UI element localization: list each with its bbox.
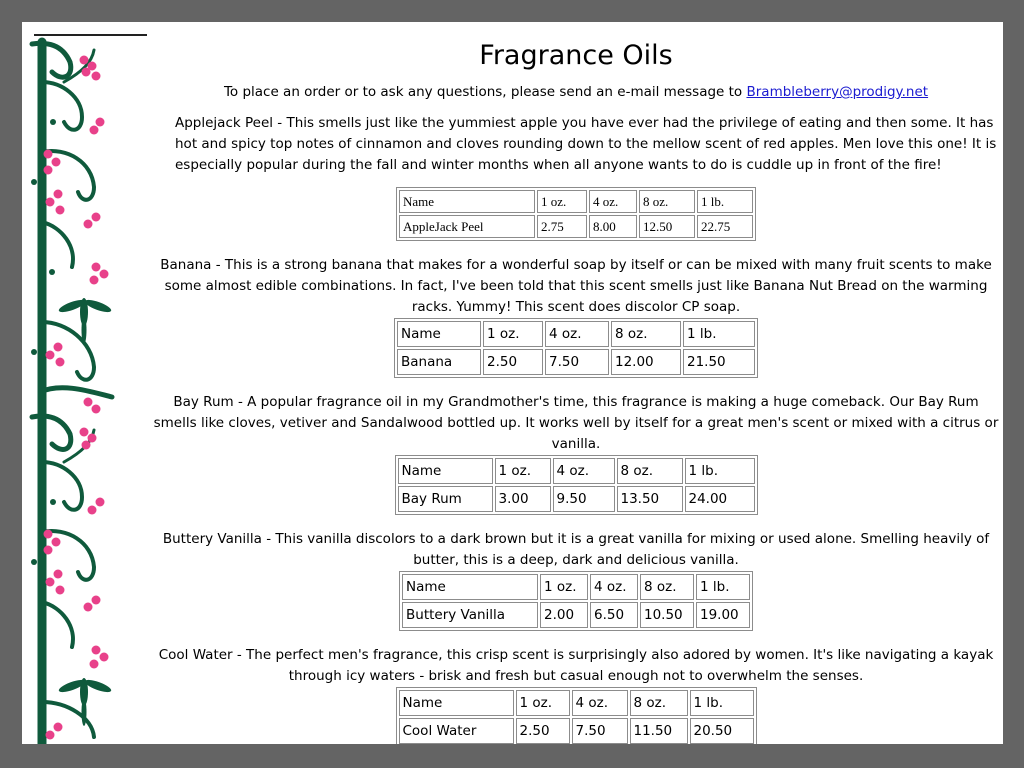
- page-title: Fragrance Oils: [479, 40, 673, 71]
- table-cell: 2.50: [483, 349, 543, 375]
- table-header: 1 oz.: [483, 321, 543, 347]
- table-header: 1 lb.: [685, 458, 755, 484]
- product-description: Buttery Vanilla - This vanilla discolors to a dark brown but it is a great vanilla for mixing or used alone. Smelling heavily of butter, this is a deep, dark and delicious vanilla.: [162, 531, 990, 568]
- price-table: [394, 318, 758, 378]
- table-cell: 12.50: [639, 215, 695, 238]
- table-header: 1 lb.: [697, 190, 753, 213]
- table-cell: 2.00: [540, 602, 588, 628]
- table-header: Name: [399, 190, 535, 213]
- table-cell: 20.50: [690, 718, 754, 744]
- product-bay-rum: [152, 392, 1000, 515]
- table-header-row: [399, 190, 753, 213]
- table-cell: Bay Rum: [398, 486, 493, 512]
- table-header: Name: [402, 574, 538, 600]
- table-row: [397, 349, 755, 375]
- table-header: 4 oz.: [590, 574, 638, 600]
- table-header: 1 oz.: [495, 458, 551, 484]
- price-table: [396, 187, 756, 241]
- table-cell: 19.00: [696, 602, 750, 628]
- table-header-row: [397, 321, 755, 347]
- web-page: [22, 22, 1003, 744]
- table-row: [399, 718, 754, 744]
- table-header: 8 oz.: [617, 458, 683, 484]
- table-cell: 7.50: [572, 718, 628, 744]
- product-description: Banana - This is a strong banana that makes for a wonderful soap by itself or can be mixed with many fruit scents to make some almost edible combinations. In fact, I've been told that this scent smells just like Banana Nut Bread on the warming racks. Yummy! This scent does discolor CP soap.: [160, 257, 992, 315]
- table-header: 1 oz.: [540, 574, 588, 600]
- table-header: 8 oz.: [639, 190, 695, 213]
- table-row: [402, 602, 750, 628]
- product-cool-water: [152, 645, 1000, 744]
- table-cell: Buttery Vanilla: [402, 602, 538, 628]
- table-cell: 9.50: [553, 486, 615, 512]
- table-cell: 7.50: [545, 349, 609, 375]
- table-header: 4 oz.: [589, 190, 637, 213]
- contact-text: To place an order or to ask any questions, please send an e-mail message to: [223, 84, 743, 100]
- table-header: 8 oz.: [630, 690, 688, 716]
- table-header: 8 oz.: [640, 574, 694, 600]
- price-table: [399, 571, 753, 631]
- contact-line: [152, 83, 1000, 101]
- table-cell: Banana: [397, 349, 481, 375]
- table-cell: 13.50: [617, 486, 683, 512]
- table-cell: 2.50: [516, 718, 570, 744]
- table-header: Name: [397, 321, 481, 347]
- table-row: [398, 486, 755, 512]
- product-description: Bay Rum - A popular fragrance oil in my Grandmother's time, this fragrance is making a huge comeback. Our Bay Rum smells like cloves, vetiver and Sandalwood bottled up. It works well by itself for a great men's scent or mixed with a citrus or vanilla.: [153, 394, 999, 452]
- product-applejack-peel: [152, 113, 1000, 241]
- price-table: [395, 455, 758, 515]
- table-header: 4 oz.: [572, 690, 628, 716]
- product-banana: [152, 255, 1000, 378]
- table-cell: 10.50: [640, 602, 694, 628]
- table-cell: 8.00: [589, 215, 637, 238]
- table-header: 1 oz.: [537, 190, 587, 213]
- table-cell: 11.50: [630, 718, 688, 744]
- table-row: [399, 215, 753, 238]
- product-buttery-vanilla: [152, 529, 1000, 631]
- table-cell: 2.75: [537, 215, 587, 238]
- email-link[interactable]: Brambleberry@prodigy.net: [746, 84, 929, 100]
- table-cell: AppleJack Peel: [399, 215, 535, 238]
- table-header: 4 oz.: [545, 321, 609, 347]
- main-content: [152, 22, 1000, 744]
- vine-border-decoration: [22, 22, 152, 744]
- table-header-row: [402, 574, 750, 600]
- table-cell: 22.75: [697, 215, 753, 238]
- table-header: 8 oz.: [611, 321, 681, 347]
- product-description: Cool Water - The perfect men's fragrance, this crisp scent is surprisingly also adored by women. It's like navigating a kayak through icy waters - brisk and fresh but casual enough not to overwhelm the senses.: [158, 647, 994, 684]
- table-header-row: [399, 690, 754, 716]
- table-cell: 12.00: [611, 349, 681, 375]
- table-header: 1 oz.: [516, 690, 570, 716]
- table-header: Name: [399, 690, 514, 716]
- table-cell: 21.50: [683, 349, 755, 375]
- table-cell: Cool Water: [399, 718, 514, 744]
- table-header: 1 lb.: [690, 690, 754, 716]
- table-cell: 24.00: [685, 486, 755, 512]
- table-cell: 3.00: [495, 486, 551, 512]
- table-header: 1 lb.: [683, 321, 755, 347]
- price-table: [396, 687, 757, 744]
- table-cell: 6.50: [590, 602, 638, 628]
- table-header: 1 lb.: [696, 574, 750, 600]
- table-header: Name: [398, 458, 493, 484]
- product-description: Applejack Peel - This smells just like the yummiest apple you have ever had the privilege of eating and then some. It has hot and spicy top notes of cinnamon and cloves rounding down to the mellow scent of red apples. Men love this one! It is especially popular during the fall and winter months when all anyone wants to do is cuddle up in front of the fire!: [175, 115, 997, 173]
- table-header-row: [398, 458, 755, 484]
- table-header: 4 oz.: [553, 458, 615, 484]
